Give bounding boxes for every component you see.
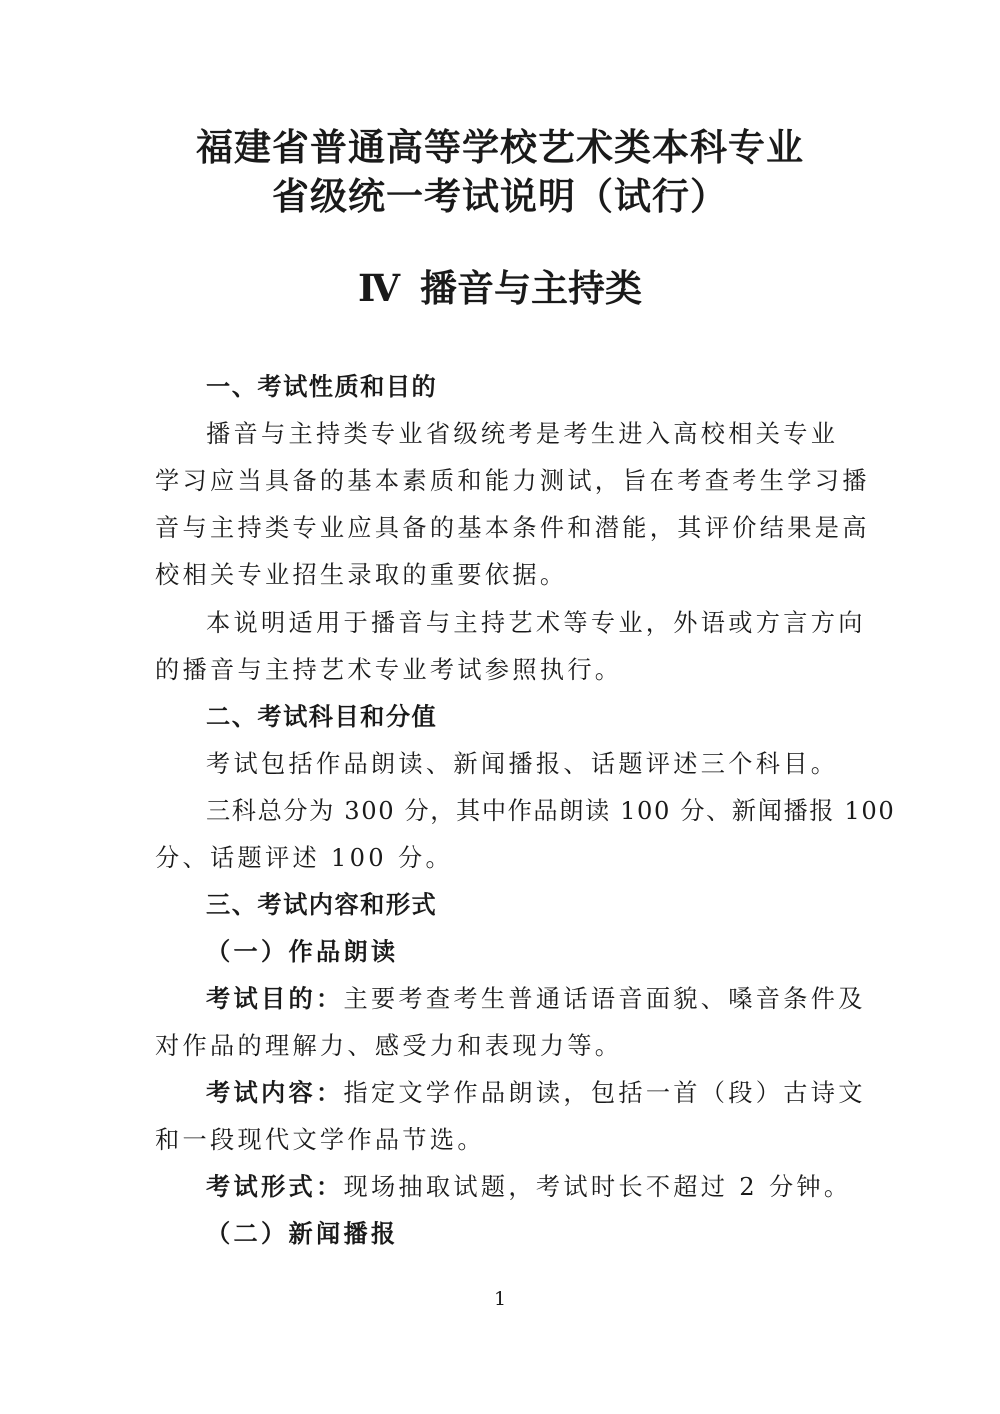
page-number: 1 — [493, 1288, 507, 1310]
document-title-line-2: 省级统一考试说明（试行） — [272, 174, 728, 218]
purpose-paragraph — [206, 982, 866, 1016]
paragraph-line: 三科总分为 300 分，其中作品朗读 100 分、新闻播报 100 — [206, 797, 896, 825]
form-label: 考试形式： — [206, 1172, 344, 1201]
paragraph-line: 本说明适用于播音与主持艺术等专业，外语或方言方向 — [206, 609, 866, 637]
subsection-heading-2: （二）新闻播报 — [206, 1219, 399, 1248]
paragraph-line: 对作品的理解力、感受力和表现力等。 — [155, 1032, 623, 1060]
paragraph-line: 和一段现代文学作品节选。 — [155, 1126, 485, 1154]
document-title-line-1: 福建省普通高等学校艺术类本科专业 — [196, 125, 804, 169]
form-paragraph — [206, 1170, 850, 1204]
content-text: 指定文学作品朗读，包括一首（段）古诗文 — [343, 1079, 866, 1107]
content-label: 考试内容： — [206, 1078, 344, 1107]
form-text: 现场抽取试题，考试时长不超过 2 分钟。 — [343, 1173, 852, 1201]
paragraph-line: 分、话题评述 100 分。 — [155, 844, 453, 872]
part-title — [0, 264, 1000, 312]
part-numeral: Ⅳ — [358, 266, 400, 310]
paragraph-line: 学习应当具备的基本素质和能力测试，旨在考查考生学习播 — [155, 467, 870, 495]
section-heading-3: 三、考试内容和形式 — [206, 891, 438, 919]
purpose-text: 主要考查考生普通话语音面貌、嗓音条件及 — [343, 985, 866, 1013]
paragraph-line: 考试包括作品朗读、新闻播报、话题评述三个科目。 — [206, 750, 839, 778]
purpose-label: 考试目的： — [206, 984, 344, 1013]
paragraph-line: 校相关专业招生录取的重要依据。 — [155, 561, 568, 589]
part-title-text: 播音与主持类 — [420, 266, 642, 310]
content-paragraph — [206, 1076, 866, 1110]
paragraph-line: 的播音与主持艺术专业考试参照执行。 — [155, 656, 623, 684]
section-heading-1: 一、考试性质和目的 — [206, 373, 438, 401]
paragraph-line: 音与主持类专业应具备的基本条件和潜能，其评价结果是高 — [155, 514, 870, 542]
section-heading-2: 二、考试科目和分值 — [206, 703, 438, 731]
subsection-heading-1: （一）作品朗读 — [206, 937, 399, 966]
paragraph-line: 播音与主持类专业省级统考是考生进入高校相关专业 — [206, 420, 839, 448]
